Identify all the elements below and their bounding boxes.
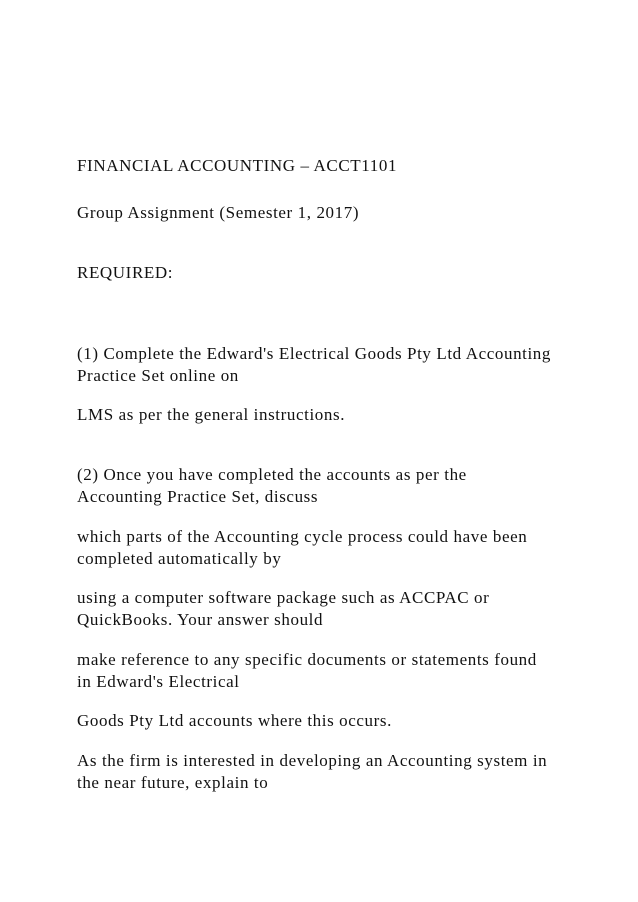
item2-line7: make reference to any specific documents or statements found bbox=[77, 650, 537, 669]
required-heading: REQUIRED: bbox=[77, 263, 174, 282]
item2-line6: QuickBooks. Your answer should bbox=[77, 610, 324, 629]
item1-line2: Practice Set online on bbox=[77, 366, 239, 385]
item2-line3: which parts of the Accounting cycle process could have been bbox=[77, 527, 528, 546]
closing-line1: As the firm is interested in developing an Accounting system in bbox=[77, 751, 548, 770]
item2-line4: completed automatically by bbox=[77, 549, 282, 568]
document-subtitle: Group Assignment (Semester 1, 2017) bbox=[77, 203, 360, 222]
item2-line5: using a computer software package such as ACCPAC or bbox=[77, 588, 490, 607]
item1-line1: (1) Complete the Edward's Electrical Goods Pty Ltd Accounting bbox=[77, 344, 552, 363]
closing-line2: the near future, explain to bbox=[77, 773, 269, 792]
item1-line3: LMS as per the general instructions. bbox=[77, 405, 346, 424]
item2-line2: Accounting Practice Set, discuss bbox=[77, 487, 319, 506]
document-title: FINANCIAL ACCOUNTING – ACCT1101 bbox=[77, 156, 398, 175]
item2-line9: Goods Pty Ltd accounts where this occurs. bbox=[77, 711, 392, 730]
item2-line8: in Edward's Electrical bbox=[77, 672, 240, 691]
item2-line1: (2) Once you have completed the accounts as per the bbox=[77, 465, 467, 484]
